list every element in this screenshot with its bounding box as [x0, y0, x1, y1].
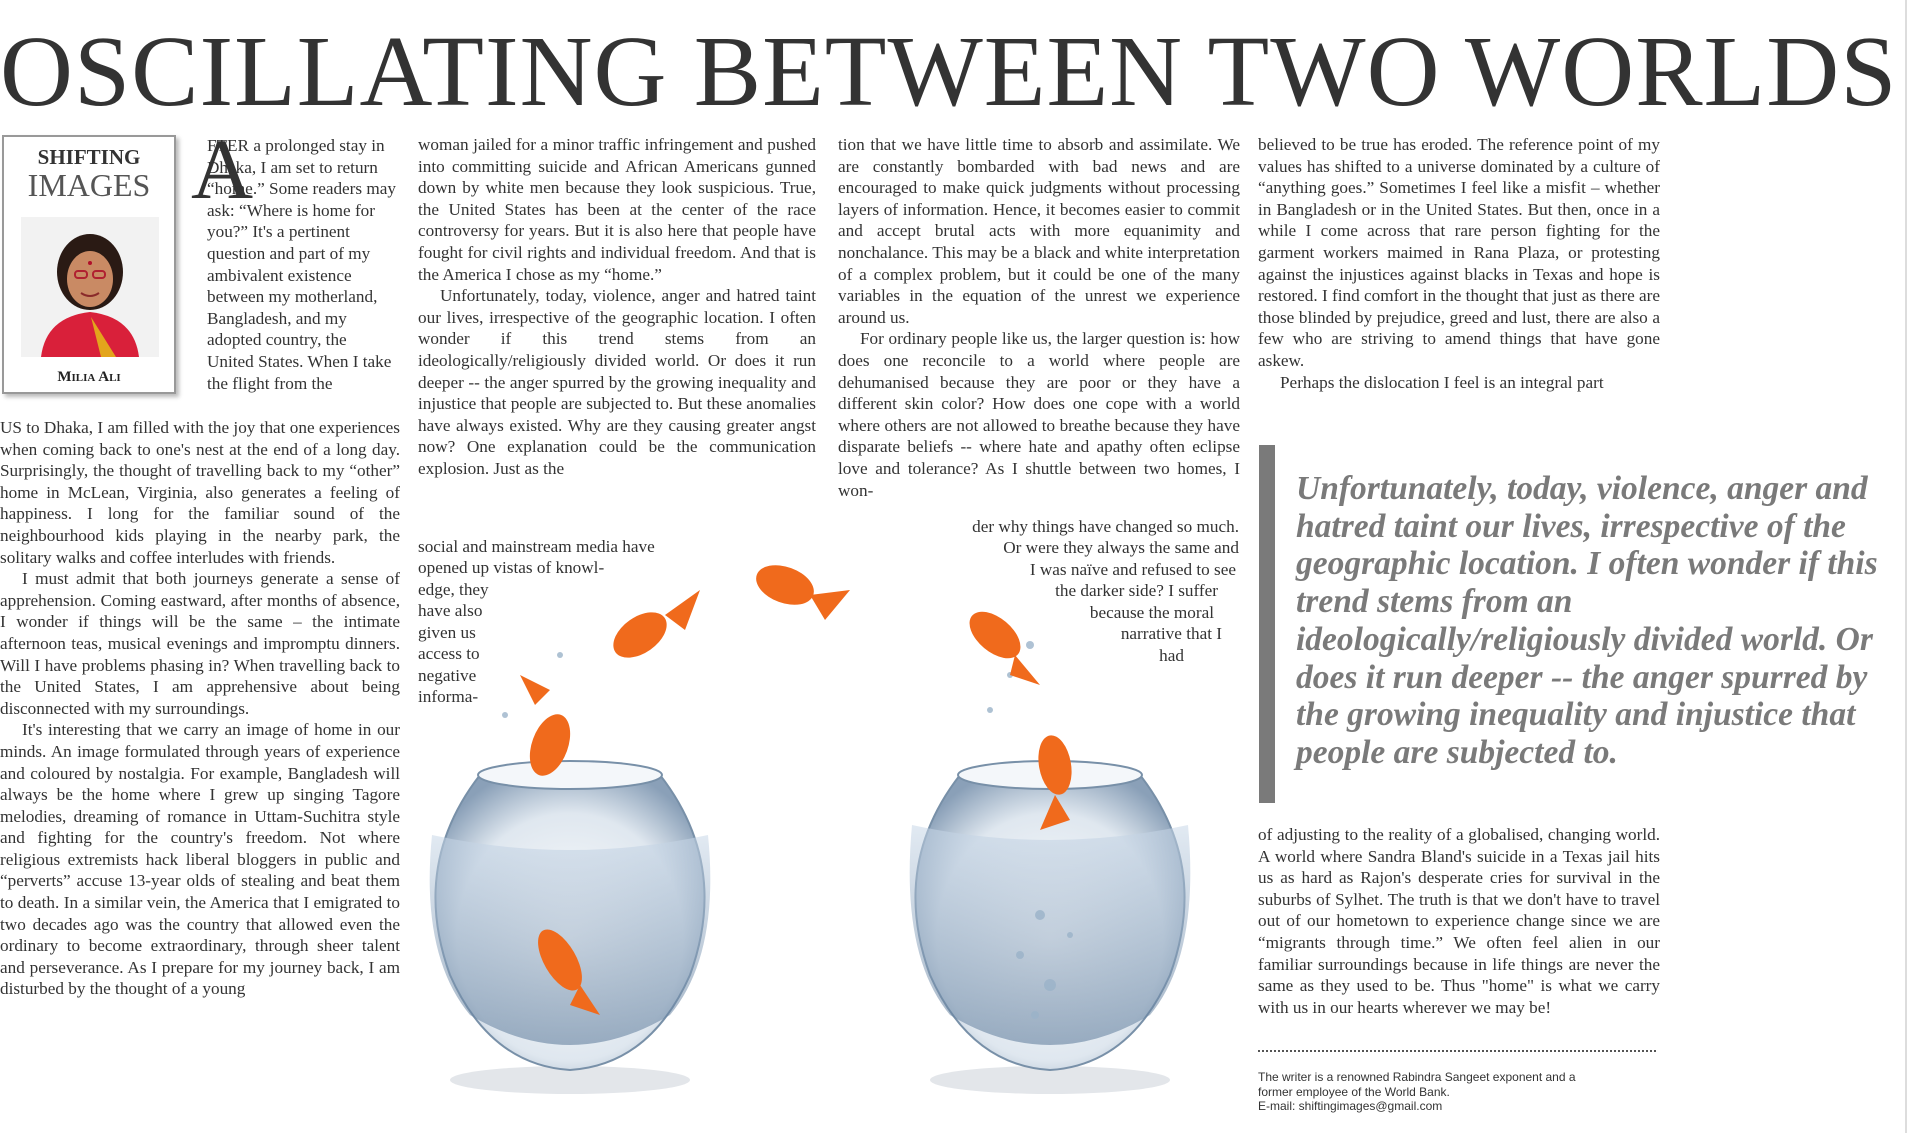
column-d	[1258, 134, 1660, 393]
author-avatar	[21, 217, 159, 357]
paragraph: Perhaps the dislocation I feel is an integral part	[1280, 372, 1604, 392]
paragraph: of adjusting to the reality of a globalised, changing world. A world where Sandra Bland's suicide in a Texas jail hits us as hard as Rajon's desperate cries for survival in the suburbs of Sylhet. The truth is that we don't have to travel out of our hometown to experience change since we are “migrants through time.” We often feel alien in our familiar surroundings because in life things are never the same as they used to be. Thus "home" is what we carry with us in our hearts wherever we may be!	[1258, 825, 1660, 1017]
goldfish-bowls-illustration	[410, 535, 1290, 1105]
wrap-line: have also	[418, 601, 483, 620]
dotted-divider	[1258, 1050, 1656, 1052]
column-b	[418, 134, 816, 480]
footnote-line: former employee of the World Bank.	[1258, 1084, 1450, 1099]
paragraph: I must admit that both journeys generate a sense of apprehension. Coming eastward, after months of absence, I wonder if things will be the same – the intimate afternoon teas, musical evenings and impromptu dinners. Will I have problems phasing in? When travelling back to the United States, I am apprehensive about being disconnected with my surroundings.	[0, 569, 400, 718]
wrap-line: access to	[418, 644, 480, 663]
page-edge-divider	[1905, 0, 1907, 1133]
column-c	[838, 134, 1240, 501]
footnote-email: E-mail: shiftingimages@gmail.com	[1258, 1099, 1443, 1113]
paragraph: Unfortunately, today, violence, anger and hatred taint our lives, irrespective of the geographic location. I often wonder if this trend stems from an ideologically/religiously divided world. Or does it run deeper -- the anger spurred by the growing inequality and injustice that people are subjected to. But these anomalies have always existed. Why are they causing greater angst now? One explanation could be the communication explosion. Just as the	[418, 286, 816, 478]
pull-quote-bar	[1259, 445, 1275, 803]
author-name: Milia Ali	[57, 369, 121, 385]
footnote-line: The writer is a renowned Rabindra Sangeet exponent and a	[1258, 1070, 1576, 1084]
wrap-line: der why things have changed so much.	[972, 517, 1239, 536]
paragraph: FTER a prolonged stay in Dhaka, I am set to return “home.” Some readers may ask: “Where is home for you?” It's a pertinent question and part of my ambivalent existence between my motherland, Bangladesh, and my adopted country, the United States. When I take the flight from the	[207, 136, 396, 393]
badge-line1: SHIFTING	[37, 145, 141, 169]
headline: OSCILLATING BETWEEN TWO WORLDS	[0, 15, 1898, 127]
column-badge	[2, 135, 176, 394]
column-a	[0, 417, 400, 1000]
badge-line2: IMAGES	[27, 167, 151, 203]
wrap-line: had	[1159, 646, 1184, 665]
author-footnote	[1258, 1070, 1678, 1114]
wrap-line: given us	[418, 623, 476, 642]
wrap-line: narrative that I	[1120, 624, 1222, 643]
paragraph: It's interesting that we carry an image of home in our minds. An image formulated through years of experience and coloured by nostalgia. For example, Bangladesh will always be the home where I grew up singing Tagore melodies, dreaming of romance in Uttam-Suchitra style and fighting for the country's freedom. Not where religious extremists hack liberal bloggers in public and “perverts” accuse 13-year olds of stealing and beat them to death. In a similar vein, the America that I emigrated to two decades ago was the country that allowed even the ordinary to become extraordinary, through sheer talent and perseverance. As I prepare for my journey back, I am disturbed by the thought of a young	[0, 720, 400, 999]
wrap-line: edge, they	[418, 580, 489, 599]
wrap-line: opened up vistas of knowl-	[418, 558, 605, 577]
column-a-top	[207, 135, 397, 394]
pull-quote: Unfortunately, today, violence, anger and hatred taint our lives, irrespective of the geographic location. I often wonder if this trend stems from an ideologically/religiously divided world. Or does it run deeper -- the anger spurred by the growing inequality and injustice that people are subjected to.	[1296, 470, 1878, 771]
wrap-line: social and mainstream media have	[418, 537, 655, 556]
paragraph: believed to be true has eroded. The reference point of my values has shifted to a universe dominated by a culture of “anything goes.” Sometimes I feel like a misfit – whether in Bangladesh or in the United States. But then, once in a while I come across that rare person fighting for the garment workers maimed in Rana Plaza, or protesting against the injustices against blacks in Texas and hope is restored. I find comfort in the thought that just as there are those blinded by prejudice, greed and lust, there are also a few who are striving to amend things that have gone askew.	[1258, 135, 1660, 370]
wrap-line: I was naïve and refused to see	[1029, 560, 1236, 579]
wrap-line: negative	[418, 666, 477, 685]
paragraph: woman jailed for a minor traffic infringement and pushed into committing suicide and African Americans gunned down by white men because they look suspicious. True, the United States has been at the center of the race controversy for years. But it is also here that people have fought for civil rights and individual freedom. And that is the America I chose as my “home.”	[418, 135, 816, 284]
wrap-line: Or were they always the same and	[1003, 538, 1239, 557]
paragraph: For ordinary people like us, the larger question is: how does one reconcile to a world where people are dehumanised because they are poor or they have a different skin color? How does one cope with a world where others are not allowed to breathe because they have disparate beliefs -- where hate and apathy often eclipse love and tolerance? As I shuttle between two homes, I won-	[838, 329, 1240, 500]
drop-cap: A	[191, 121, 254, 217]
wrap-line: because the moral	[1089, 603, 1214, 622]
paragraph: tion that we have little time to absorb and assimilate. We are constantly bombarded with bad news and are encouraged to make quick judgments without processing layers of information. Hence, it becomes easier to commit and accept brutal acts with more equanimity and nonchalance. This may be a black and white interpretation of a complex problem, but it could be one of the many variables in the equation of the unrest we experience around us.	[838, 135, 1240, 327]
column-d-continued	[1258, 824, 1660, 1018]
wrap-line: the darker side? I suffer	[1055, 581, 1218, 600]
wrap-line: informa-	[418, 687, 479, 706]
paragraph: US to Dhaka, I am filled with the joy that one experiences when coming back to one's nest at the end of a long day. Surprisingly, the thought of travelling back to my “other” home in McLean, Virginia, also generates a feeling of happiness. I long for the familiar sound of the neighbourhood kids playing in the nearby park, the solitary walks and coffee interludes with friends.	[0, 418, 400, 567]
